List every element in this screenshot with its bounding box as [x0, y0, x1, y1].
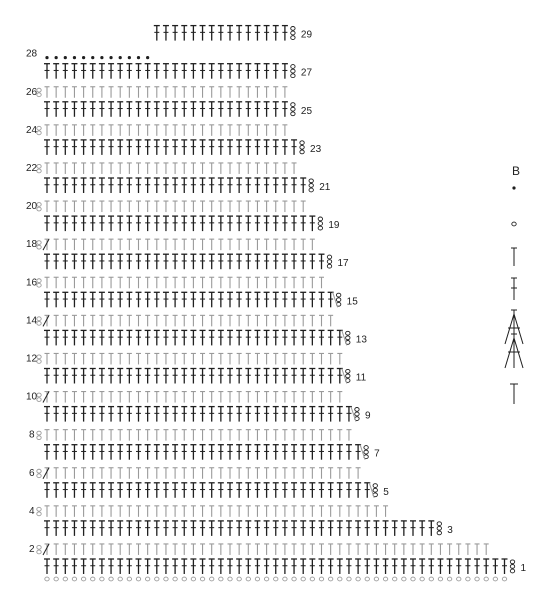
row-number-9: 9 [364, 410, 371, 422]
row-number-20: 20 [26, 201, 38, 213]
chart-row-26 [37, 87, 288, 98]
row-number-1: 1 [520, 563, 527, 574]
row-number-19: 19 [328, 220, 340, 232]
chart-row-21 [44, 178, 313, 193]
row-number-3: 3 [447, 524, 453, 536]
row-number-10: 10 [26, 391, 38, 403]
row-number-5: 5 [383, 486, 389, 498]
row-number-15: 15 [346, 296, 358, 308]
chart-row-2 [37, 544, 489, 555]
chart-row-6 [37, 468, 361, 479]
turning-chain-3 [437, 522, 441, 535]
turning-chain-16 [37, 279, 41, 287]
row-number-11: 11 [355, 372, 367, 384]
chart-row-25 [44, 102, 295, 117]
decrease-mark [43, 315, 49, 326]
chart-rows [37, 26, 515, 581]
foundation-chain [45, 577, 507, 581]
double-symbol [510, 384, 518, 404]
decrease-mark [43, 239, 49, 250]
slip-stitch-symbol [512, 186, 515, 189]
chart-row-19 [44, 216, 323, 231]
row-number-21: 21 [319, 182, 331, 193]
turning-chain-21 [309, 179, 313, 192]
row-number-13: 13 [355, 334, 367, 346]
row-number-26: 26 [26, 86, 38, 98]
turning-chain-1 [510, 560, 514, 573]
stitch-legend [505, 164, 523, 404]
turning-chain-26 [37, 88, 41, 96]
row-number-24: 24 [26, 124, 38, 136]
turning-chain-19 [318, 217, 322, 230]
turning-chain-17 [327, 255, 331, 268]
row-number-6: 6 [29, 467, 35, 479]
legend-symbols [505, 186, 523, 404]
turning-chain-24 [37, 126, 41, 134]
row-number-17: 17 [337, 258, 349, 270]
chart-row-20 [37, 201, 306, 212]
row-number-27: 27 [300, 67, 313, 79]
turning-chain-29 [291, 27, 295, 40]
chart-row-5 [44, 483, 377, 498]
decrease-mark [43, 468, 49, 479]
row-number-4: 4 [29, 505, 35, 517]
row-number-23: 23 [310, 143, 322, 155]
turning-chain-4 [37, 507, 41, 515]
chart-row-8 [37, 430, 352, 441]
chart-row-10 [37, 392, 343, 403]
chart-row-11 [44, 369, 350, 384]
row-number-18: 18 [26, 239, 38, 251]
chart-row-29 [154, 26, 295, 41]
turning-chain-2 [37, 545, 41, 553]
turning-chain-6 [37, 469, 41, 477]
chart-row-24 [37, 125, 288, 136]
chart-row-28 [45, 56, 149, 59]
row-number-8: 8 [29, 429, 35, 441]
row-number-2: 2 [29, 543, 35, 555]
row-number-28: 28 [26, 48, 38, 60]
chain-symbol [512, 222, 516, 226]
chart-row-18 [37, 239, 315, 250]
chart-row-17 [44, 254, 332, 269]
turning-chain-22 [37, 164, 41, 172]
legend-title: B [512, 164, 521, 178]
turning-chain-14 [37, 317, 41, 325]
chart-row-4 [37, 506, 388, 517]
chart-row-9 [44, 407, 359, 422]
turning-chain-10 [37, 393, 41, 401]
chart-row-27 [44, 64, 295, 79]
row-number-22: 22 [26, 162, 38, 174]
chart-row-14 [37, 315, 333, 326]
row-number-12: 12 [26, 353, 38, 365]
row-number-16: 16 [26, 277, 38, 289]
turning-chain-12 [37, 355, 41, 363]
chart-row-15 [44, 292, 341, 307]
turning-chain-23 [300, 141, 304, 154]
half-double-symbol [511, 248, 517, 266]
chart-row-3 [44, 521, 441, 536]
chart-row-22 [37, 163, 297, 174]
row-number-14: 14 [26, 315, 38, 327]
turning-chain-25 [291, 103, 295, 116]
turning-chain-27 [291, 65, 295, 78]
row-number-7: 7 [374, 448, 380, 460]
decrease-mark [43, 544, 49, 555]
chart-row-7 [44, 445, 368, 460]
chart-row-23 [44, 140, 304, 155]
chart-row-13 [44, 330, 350, 345]
row-number-25: 25 [300, 105, 313, 117]
decrease-mark [43, 392, 49, 403]
chart-row-1 [44, 559, 515, 574]
treble-decrease-symbol [505, 334, 523, 368]
treble-symbol [511, 278, 517, 300]
row-number-29: 29 [300, 29, 313, 41]
turning-chain-8 [37, 431, 41, 439]
chart-row-16 [37, 277, 324, 288]
turning-chain-20 [37, 203, 41, 211]
turning-chain-18 [37, 241, 41, 249]
chart-row-12 [37, 353, 343, 364]
